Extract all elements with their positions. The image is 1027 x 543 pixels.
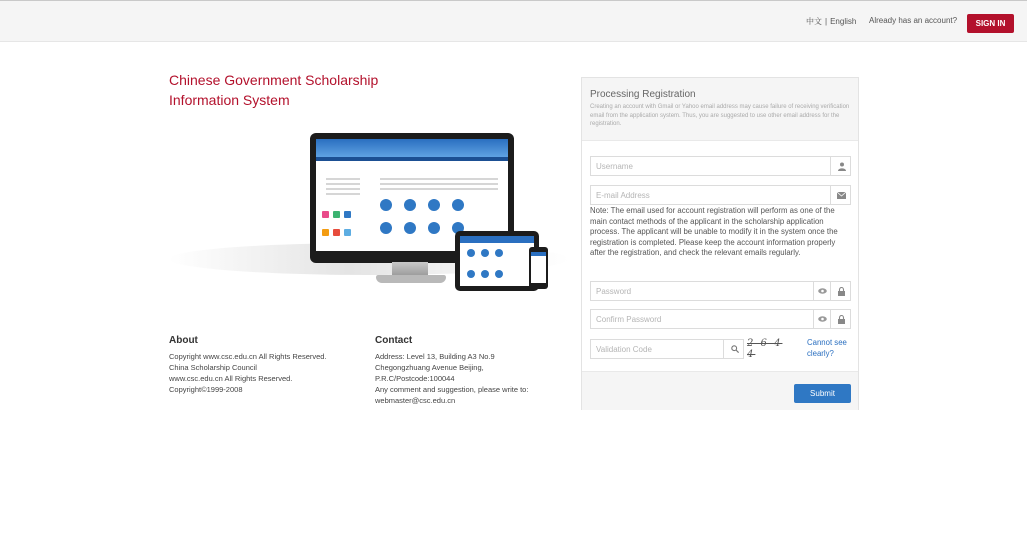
validation-field	[590, 339, 744, 359]
contact-line: Address: Level 13, Building A3 No.9	[375, 352, 495, 361]
registration-title: Processing Registration	[590, 89, 696, 100]
email-field	[590, 185, 851, 205]
submit-button[interactable]: Submit	[794, 384, 851, 403]
sign-in-button[interactable]: SIGN IN	[967, 14, 1014, 33]
envelope-icon	[830, 186, 852, 204]
user-icon	[830, 157, 852, 175]
lang-zh-link[interactable]: 中文	[806, 17, 822, 26]
eye-icon[interactable]	[813, 310, 831, 328]
site-title-line2: Information System	[169, 92, 290, 108]
validation-code-input[interactable]	[591, 340, 723, 358]
contact-email-link[interactable]: webmaster@csc.edu.cn	[375, 396, 456, 405]
username-field	[590, 156, 851, 176]
email-note: Note: The email used for account registration will perform as one of the main contact methods of the applicant in the scholarship application process. The applicant will be unable to modify it in the system once the registration is completed. Please keep the account information properly after the registration, and check the relevant emails regularly.	[590, 206, 838, 257]
site-title	[169, 70, 429, 110]
lock-icon	[830, 282, 852, 300]
password-field	[590, 281, 851, 301]
captcha-image[interactable]: 2 6 4 4	[747, 338, 783, 360]
confirm-password-input[interactable]	[591, 310, 814, 328]
lock-icon	[830, 310, 852, 328]
eye-icon[interactable]	[813, 282, 831, 300]
about-line: Copyright©1999-2008	[169, 385, 243, 394]
search-icon	[723, 340, 745, 358]
monitor-screen-header	[316, 139, 508, 157]
registration-header	[582, 78, 858, 141]
language-switch	[806, 16, 856, 27]
lang-en-link[interactable]: English	[830, 17, 857, 26]
monitor-screen-sidebar	[320, 175, 366, 243]
phone-device	[529, 247, 548, 289]
cannot-see-link[interactable]: Cannot see clearly?	[807, 338, 847, 358]
monitor-stand	[392, 262, 428, 276]
devices-illustration	[169, 125, 569, 295]
already-account-text: Already has an account?	[869, 16, 958, 25]
registration-panel	[581, 77, 859, 410]
about-heading: About	[169, 335, 198, 346]
about-section	[169, 335, 359, 395]
about-line: Copyright www.csc.edu.cn All Rights Reserved.	[169, 352, 327, 361]
contact-line: P.R.C/Postcode:100044	[375, 374, 455, 383]
lang-separator: |	[825, 17, 828, 26]
username-input[interactable]	[591, 157, 830, 175]
registration-warning: Creating an account with Gmail or Yahoo email address may cause failure of receiving verification email from the application system. Thus, you are suggested to use other email address for the registration.	[590, 104, 850, 127]
tablet-device	[455, 231, 539, 291]
contact-section	[375, 335, 575, 406]
top-bar	[0, 0, 1027, 42]
site-title-line1: Chinese Government Scholarship	[169, 72, 379, 88]
about-line: China Scholarship Council	[169, 363, 257, 372]
confirm-password-field	[590, 309, 851, 329]
monitor-base	[376, 275, 446, 283]
monitor-screen-nav	[316, 157, 508, 161]
registration-footer	[582, 371, 858, 410]
contact-line: Chegongzhuang Avenue Beijing,	[375, 363, 484, 372]
contact-heading: Contact	[375, 335, 413, 346]
email-input[interactable]	[591, 186, 830, 204]
password-input[interactable]	[591, 282, 814, 300]
contact-line: Any comment and suggestion, please write to:	[375, 385, 529, 394]
about-line: www.csc.edu.cn All Rights Reserved.	[169, 374, 293, 383]
